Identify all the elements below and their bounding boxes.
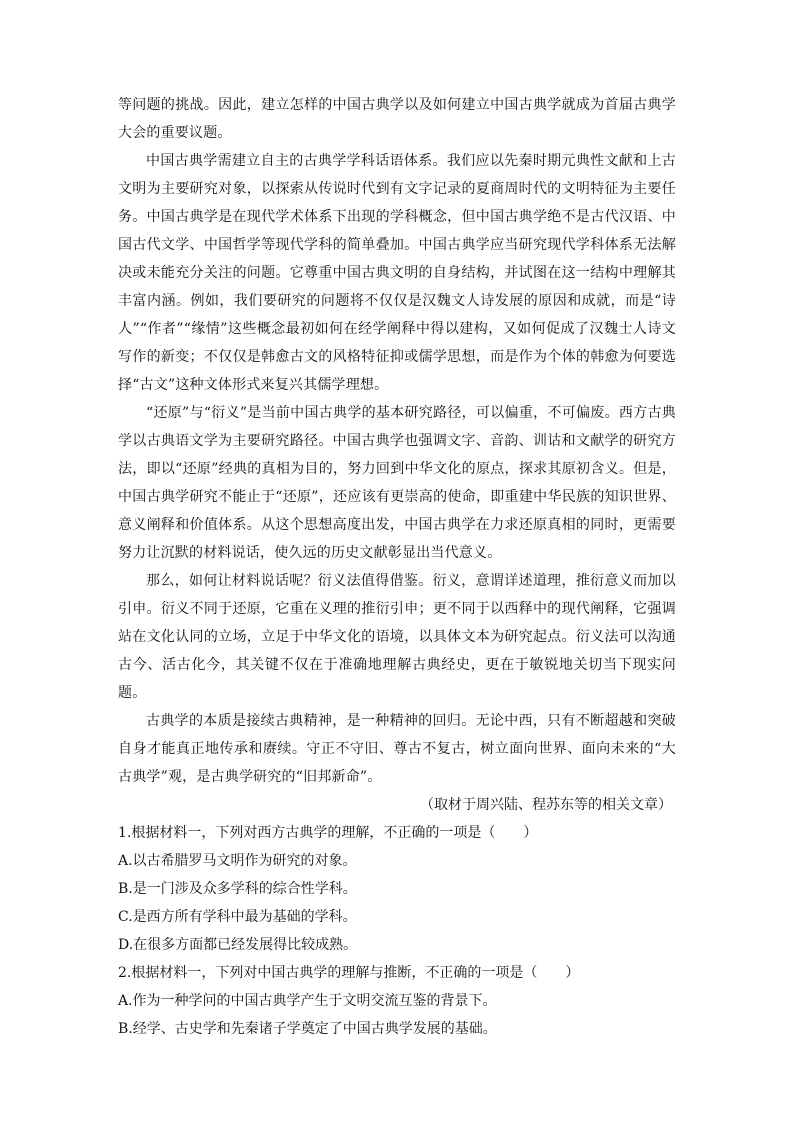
paragraph-yanyi-method: 那么，如何让材料说话呢？衍义法值得借鉴。衍义，意谓详述道理，推衍意义而加以引申。衍义不同于还原，它重在义理的推衍引申；更不同于以西释中的现代阐释，它强调站在文化认同的立场，立足于中华文化的语境，以具体文本为研究起点。衍义法可以沟通古今、活古化今，其关键不仅在于准确地理解古典经史，更在于敏锐地关切当下现实问题。 — [118, 573, 676, 701]
paragraph-essence: 古典学的本质是接续古典精神，是一种精神的回归。无论中西，只有不断超越和突破自身才能真正地传承和赓续。守正不守旧、尊古不复古，树立面向世界、面向未来的“大古典学”观，是古典学研究的“旧邦新命”。 — [118, 713, 676, 785]
question-1 — [118, 819, 676, 959]
paragraph-research-paths: “还原”与“衍义”是当前中国古典学的基本研究路径，可以偏重，不可偏废。西方古典学以古典语文学为主要研究路径。中国古典学也强调文字、音韵、训诂和文献学的研究方法，即以“还原”经典的真相为目的，努力回到中华文化的原点，探求其原初含义。但是，中国古典学研究不能止于“还原”，还应该有更崇高的使命，即重建中华民族的知识世界、意义阐释和价值体系。从这个思想高度出发，中国古典学在力求还原真相的同时，更需要努力让沉默的材料说话，使久远的历史文献彰显出当代意义。 — [118, 405, 676, 561]
document-page — [118, 91, 676, 1043]
question-stem: 2.根据材料一，下列对中国古典学的理解与推断，不正确的一项是（ ） — [118, 965, 580, 981]
source-note: （取材于周兴陆、程苏东等的相关文章） — [420, 797, 672, 813]
option-a[interactable]: A.作为一种学问的中国古典学产生于文明交流互鉴的背景下。 — [118, 993, 497, 1009]
paragraph-continuation: 等问题的挑战。因此，建立怎样的中国古典学以及如何建立中国古典学就成为首届古典学大会的重要议题。 — [118, 97, 676, 141]
option-b[interactable]: B.是一门涉及众多学科的综合性学科。 — [118, 881, 357, 897]
option-a[interactable]: A.以古希腊罗马文明作为研究的对象。 — [118, 853, 357, 869]
option-b[interactable]: B.经学、古史学和先秦诸子学奠定了中国古典学发展的基础。 — [118, 1021, 497, 1037]
option-d[interactable]: D.在很多方面都已经发展得比较成熟。 — [118, 937, 358, 953]
question-stem: 1.根据材料一，下列对西方古典学的理解，不正确的一项是（ ） — [118, 825, 538, 841]
option-c[interactable]: C.是西方所有学科中最为基础的学科。 — [118, 909, 357, 925]
paragraph-discourse-system: 中国古典学需建立自主的古典学学科话语体系。我们应以先秦时期元典性文献和上古文明为主要研究对象，以探索从传说时代到有文字记录的夏商周时代的文明特征为主要任务。中国古典学是在现代学术体系下出现的学科概念，但中国古典学绝不是古代汉语、中国古代文学、中国哲学等现代学科的简单叠加。中国古典学应当研究现代学科体系无法解决或未能充分关注的问题。它尊重中国古典文明的自身结构，并试图在这一结构中理解其丰富内涵。例如，我们要研究的问题将不仅仅是汉魏文人诗发展的原因和成就，而是“诗人”“作者”“缘情”这些概念最初如何在经学阐释中得以建构，又如何促成了汉魏士人诗文写作的新变；不仅仅是韩愈古文的风格特征抑或儒学思想，而是作为个体的韩愈为何要选择“古文”这种文体形式来复兴其儒学理想。 — [118, 153, 676, 393]
question-2 — [118, 959, 676, 1043]
